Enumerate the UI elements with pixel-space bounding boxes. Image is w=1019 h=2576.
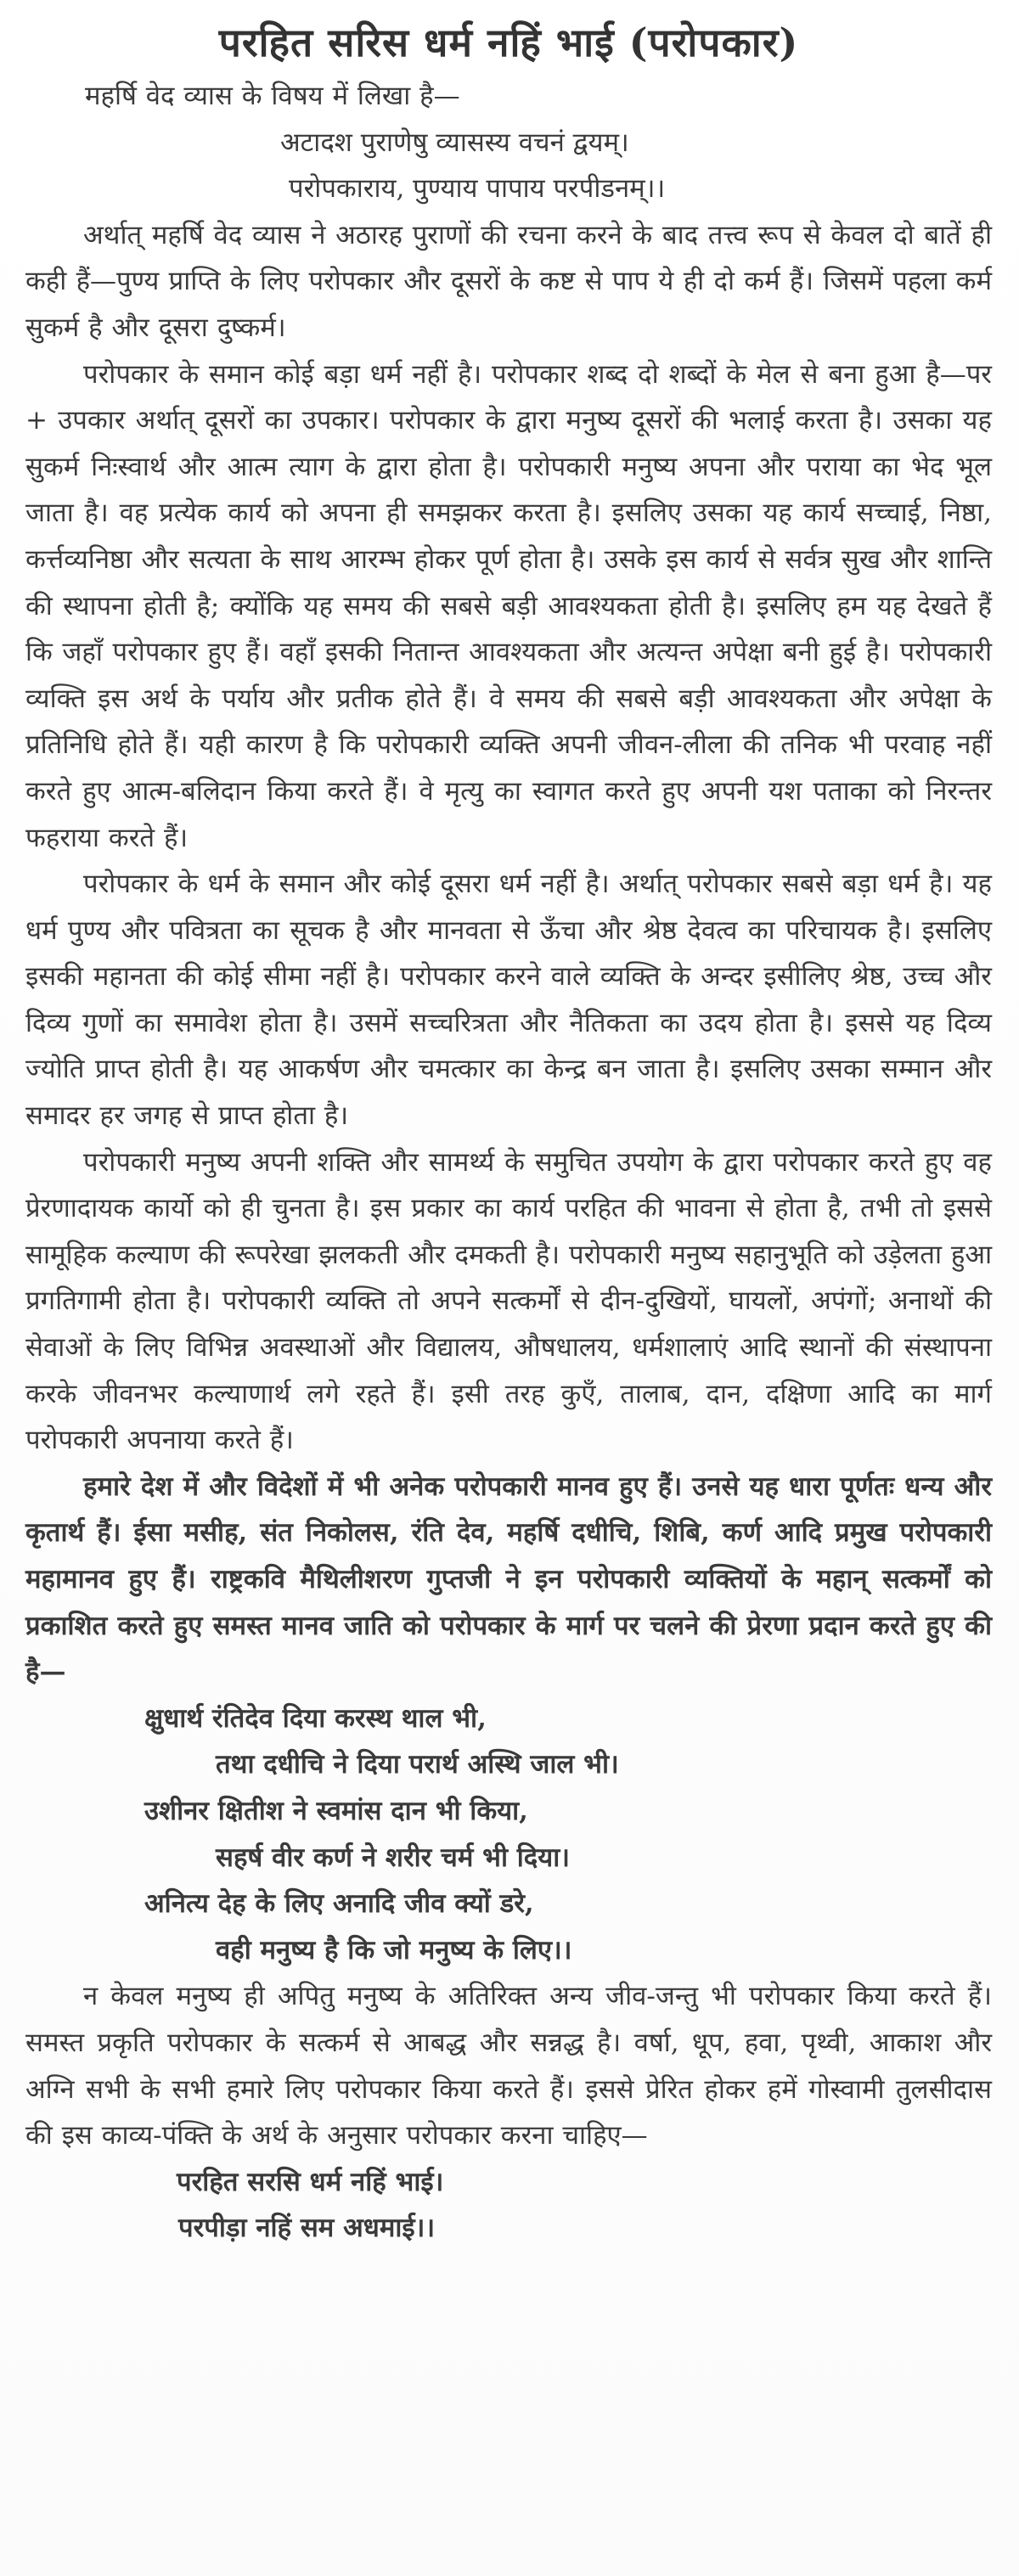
closing-verse-line: परपीड़ा नहिं सम अधमाई।। bbox=[178, 2213, 436, 2244]
paragraph-meaning: अर्थात् महर्षि वेद व्यास ने अठारह पुराणों की रचना करने के बाद तत्त्व रूप से केवल दो बातें ही कही हैं—पुण्य प्राप्ति के लिए परोपकार और दूसरों के कष्ट से पाप ये ही दो कर्म हैं। जिसमें पहला कर्म सुकर्म है और दूसरा दुष्कर्म। bbox=[25, 219, 992, 343]
poem-line: तथा दधीचि ने दिया परार्थ अस्थि जाल भी। bbox=[216, 1749, 619, 1780]
sanskrit-verse-line: परोपकाराय, पुण्याय पापाय परपीडनम्।। bbox=[289, 173, 666, 205]
paragraph-greatest-dharma: परोपकार के धर्म के समान और कोई दूसरा धर्म नहीं है। अर्थात् परोपकार सबसे बड़ा धर्म है। यह धर्म पुण्य और पवित्रता का सूचक है और मानवता से ऊँचा और श्रेष्ठ देवत्व का परिचायक है। इसलिए इसकी महानता की कोई सीमा नहीं है। परोपकार करने वाले व्यक्ति के अन्दर इसीलिए श्रेष्ठ, उच्च और दिव्य गुणों का समावेश होता है। उसमें सच्चरित्रता और नैतिकता का उदय होता है। इससे यह दिव्य ज्योति प्राप्त होती है। यह आकर्षण और चमत्कार का केन्द्र बन जाता है। इसलिए उसका सम्मान और समादर हर जगह से प्राप्त होता है। bbox=[25, 869, 992, 1132]
poem-line: क्षुधार्थ रंतिदेव दिया करस्थ थाल भी, bbox=[144, 1702, 487, 1734]
paragraph-benevolent-person: परोपकारी मनुष्य अपनी शक्ति और सामर्थ्य के समुचित उपयोग के द्वारा परोपकार करते हुए वह प्रेरणादायक कार्यो को ही चुनता है। इस प्रकार का कार्य परहित की भावना से होता है, तभी तो इससे सामूहिक कल्याण की रूपरेखा झलकती और दमकती है। परोपकारी मनुष्य सहानुभूति को उड़ेलता हुआ प्रगतिगामी होता है। परोपकारी व्यक्ति तो अपने सत्कर्मों से दीन-दुखियों, घायलों, अपंगों; अनाथों की सेवाओं के लिए विभिन्न अवस्थाओं और विद्यालय, औषधालय, धर्मशालाएं आदि स्थानों की संस्थापना करके जीवनभर कल्याणार्थ लगे रहते हैं। इसी तरह कुएँ, तालाब, दान, दक्षिणा आदि का मार्ग परोपकारी अपनाया करते हैं। bbox=[25, 1146, 992, 1456]
intro-line: महर्षि वेद व्यास के विषय में लिखा है— bbox=[85, 81, 460, 111]
sanskrit-verse-line: अटादश पुराणेषु व्यासस्य वचनं द्वयम्। bbox=[280, 127, 629, 158]
poem-line: अनित्य देह के लिए अनादि जीव क्यों डरे, bbox=[144, 1888, 534, 1920]
paragraph-examples: हमारे देश में और विदेशों में भी अनेक परोपकारी मानव हुए हैं। उनसे यह धारा पूर्णतः धन्य और कृतार्थ हैं। ईसा मसीह, संत निकोलस, रंति देव, महर्षि दधीचि, शिबि, कर्ण आदि प्रमुख परोपकारी महामानव हुए हैं। राष्ट्रकवि मैथिलीशरण गुप्तजी ने इन परोपकारी व्यक्तियों के महान् सत्कर्मों को प्रकाशित करते हुए समस्त मानव जाति को परोपकार के मार्ग पर चलने की प्रेरणा प्रदान करते हुए की है— bbox=[25, 1471, 992, 1688]
closing-verse-line: परहित सरसि धर्म नहिं भाई। bbox=[177, 2166, 444, 2197]
poem-line: वही मनुष्य है कि जो मनुष्य के लिए।। bbox=[216, 1934, 572, 1966]
paragraph-nature: न केवल मनुष्य ही अपितु मनुष्य के अतिरिक्त अन्य जीव-जन्तु भी परोपकार किया करते हैं। समस्त प्रकृति परोपकार के सत्कर्म से आबद्ध और सन्नद्ध है। वर्षा, धूप, हवा, पृथ्वी, आकाश और अग्नि सभी के सभी हमारे लिए परोपकार किया करते हैं। इससे प्रेरित होकर हमें गोस्वामी तुलसीदास की इस काव्य-पंक्ति के अर्थ के अनुसार परोपकार करना चाहिए— bbox=[25, 1981, 992, 2151]
paragraph-definition: परोपकार के समान कोई बड़ा धर्म नहीं है। परोपकार शब्द दो शब्दों के मेल से बना हुआ है—पर + उपकार अर्थात् दूसरों का उपकार। परोपकार के द्वारा मनुष्य दूसरों की भलाई करता है। उसका यह सुकर्म निःस्वार्थ और आत्म त्याग के द्वारा होता है। परोपकारी मनुष्य अपना और पराया का भेद भूल जाता है। वह प्रत्येक कार्य को अपना ही समझकर करता है। इसलिए उसका यह कार्य सच्चाई, निष्ठा, कर्त्तव्यनिष्ठा और सत्यता के साथ आरम्भ होकर पूर्ण होता है। उसके इस कार्य से सर्वत्र सुख और शान्ति की स्थापना होती है; क्योंकि यह समय की सबसे बड़ी आवश्यकता होती है। इसलिए हम यह देखते हैं कि जहाँ परोपकार हुए हैं। वहाँ इसकी नितान्त आवश्यकता और अत्यन्त अपेक्षा बनी हुई है। परोपकारी व्यक्ति इस अर्थ के पर्याय और प्रतीक होते हैं। वे समय की सबसे बड़ी आवश्यकता और अपेक्षा के प्रतिनिधि होते हैं। यही कारण है कि परोपकारी व्यक्ति अपनी जीवन-लीला की तनिक भी परवाह नहीं करते हुए आत्म-बलिदान किया करते हैं। वे मृत्यु का स्वागत करते हुए अपनी यश पताका को निरन्तर फहराया करते हैं। bbox=[25, 358, 992, 853]
essay-title: परहित सरिस धर्म नहिं भाई (परोपकार) bbox=[218, 20, 799, 65]
closing-verse bbox=[25, 2159, 992, 2252]
sanskrit-verse bbox=[25, 120, 992, 212]
poem-line: उशीनर क्षितीश ने स्वमांस दान भी किया, bbox=[144, 1795, 528, 1826]
poem-line: सहर्ष वीर कर्ण ने शरीर चर्म भी दिया। bbox=[216, 1842, 571, 1873]
poem-verse bbox=[25, 1696, 992, 1974]
